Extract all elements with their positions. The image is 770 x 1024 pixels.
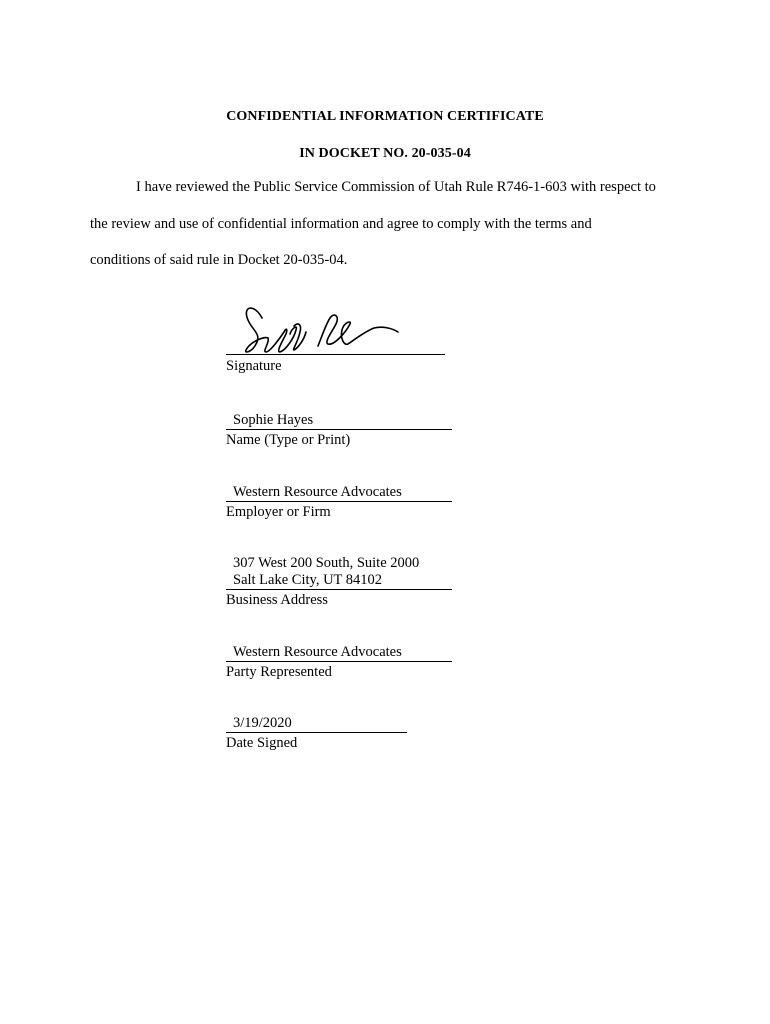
- handwritten-signature: [240, 298, 400, 358]
- name-field: [226, 412, 452, 449]
- body-paragraph-line-1: I have reviewed the Public Service Commission of Utah Rule R746-1-603 with respect to: [136, 179, 656, 195]
- address-field: [226, 555, 452, 609]
- name-value: Sophie Hayes: [226, 412, 452, 430]
- employer-label: Employer or Firm: [226, 504, 331, 520]
- address-line-2: Salt Lake City, UT 84102: [226, 572, 452, 590]
- date-value: 3/19/2020: [226, 715, 407, 733]
- docket-heading: IN DOCKET NO. 20-035-04: [299, 146, 471, 161]
- signature-line: [226, 354, 445, 355]
- employer-field: [226, 484, 452, 521]
- date-field: [226, 715, 407, 752]
- body-paragraph-line-2: the review and use of confidential information and agree to comply with the terms and: [90, 216, 592, 232]
- party-value: Western Resource Advocates: [226, 644, 452, 662]
- signature-label: Signature: [226, 358, 282, 374]
- party-field: [226, 644, 452, 681]
- party-label: Party Represented: [226, 664, 332, 680]
- address-label: Business Address: [226, 592, 328, 608]
- address-line-1: 307 West 200 South, Suite 2000: [233, 555, 420, 571]
- body-paragraph-line-3: conditions of said rule in Docket 20-035-04.: [90, 252, 348, 268]
- name-label: Name (Type or Print): [226, 432, 351, 448]
- employer-value: Western Resource Advocates: [226, 484, 452, 502]
- document-title: CONFIDENTIAL INFORMATION CERTIFICATE: [226, 109, 544, 124]
- date-label: Date Signed: [226, 735, 298, 751]
